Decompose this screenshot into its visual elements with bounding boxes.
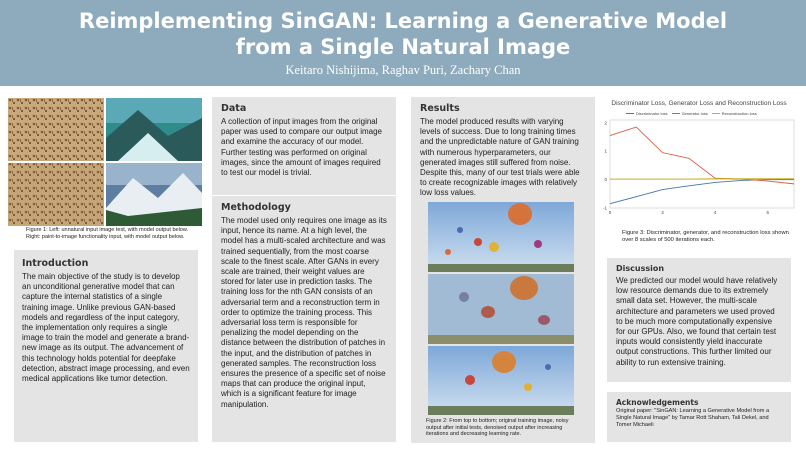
data-text: A collection of input images from the original paper was used to compare our output image and examine the accuracy of our model. Further testing was performed on original images, since the amount of images required to test our model is trivial.	[221, 117, 382, 178]
discussion-panel	[607, 258, 791, 382]
x-tick-label: 0	[608, 210, 612, 215]
y-tick-label: 0	[604, 177, 607, 183]
poster-header	[0, 0, 806, 86]
introduction-panel	[14, 250, 198, 442]
loss-chart	[598, 112, 798, 222]
x-tick-label: 2	[661, 210, 664, 215]
poster-title	[0, 0, 806, 60]
y-tick-label: 1	[604, 148, 607, 154]
discussion-text: We predicted our model would have relatively low resource demands due to its extremely small data set. However, the multi-scale architecture and parameters we used proved to be much more computationally expensive for our GPUs. Also, we found that certain test inputs would consistently yield inaccurate output constructions. This further limited our ability to run extensive training.	[616, 276, 778, 367]
figure1-images	[8, 98, 202, 226]
x-tick-label: 4	[713, 210, 717, 215]
acknowledgements-text: Original paper: "SinGAN: Learning a Generative Model from a Single Natural Image" by Tamar Rott Shaham, Tali Dekel, and Tomer Michaeli	[616, 408, 770, 428]
y-tick-label: 2	[604, 120, 607, 126]
introduction-heading: Introduction	[22, 258, 89, 269]
y-tick-label: -1	[602, 205, 607, 211]
discussion-heading: Discussion	[616, 264, 665, 273]
figure2-image-stack	[428, 202, 574, 415]
results-text: The model produced results with varying levels of success. Due to long training times and the unpredictable nature of GAN training with numerous hyperparameters, our generated images still suffered from noise. Despite this, many of our test trials were able to create recognizable images with relatively low loss values.	[420, 117, 580, 198]
legend-label: Reconstruction loss	[721, 111, 757, 116]
figure2-caption: Figure 2: From top to bottom; original training image, noisy output after initial tests, denoised output after increasing iterations and decreasing learning rate.	[426, 418, 569, 438]
noisy-balloon-image	[428, 274, 574, 344]
legend-label: Generator loss	[681, 111, 708, 116]
title-line-2: from a Single Natural Image	[235, 35, 571, 59]
data-panel	[212, 97, 396, 195]
figure1-caption: Figure 1: Left: unnatural input image test, with model output below. Right: paint-to-image functionality input, with model output below.	[26, 227, 189, 240]
methodology-panel	[212, 196, 396, 442]
data-heading: Data	[221, 103, 247, 114]
methodology-heading: Methodology	[221, 202, 291, 213]
plot-area	[610, 120, 794, 208]
chart-title: Discriminator Loss, Generator Loss and Reconstruction Loss	[611, 100, 787, 107]
acknowledgements-panel	[607, 392, 791, 442]
denoised-balloon-image	[428, 346, 574, 415]
title-line-1: Reimplementing SinGAN: Learning a Generative Model	[78, 9, 728, 33]
original-balloon-image	[428, 202, 574, 272]
figure1-image-grid	[8, 98, 202, 226]
acknowledgements-heading: Acknowledgements	[616, 398, 699, 407]
x-tick-label: 6	[766, 210, 769, 215]
introduction-text: The main objective of the study is to develop an unconditional generative model that can capture the internal statistics of a single training image. Unlike previous GAN-based models and regardless of the input category, the implementation only requires a single image to train the model and generate a brand-new image as its output. The advancement of this technology holds potential for deepfake detection, abstract image processing, and even medical applications like tumor detection.	[22, 272, 190, 384]
figure3-caption: Figure 3: Discriminator, generator, and reconstruction loss shown over 8 scales of 500 iterations each.	[622, 230, 789, 243]
legend-label: Discriminator loss	[636, 111, 668, 116]
methodology-text: The model used only requires one image as its input, hence its name. At a high level, the model has a multi-scaled architecture and was trained sequentially, from the most coarse scale to the finest scale. After GANs in every scale are trained, their weight values are stored for later use in prediction tasks. The training loss for the nth GAN consists of an adversarial term and a reconstruction term in order to optimize the training process. This adversarial loss term is responsible for penalizing the model depending on the distance between the distribution of patches in the input, and the distribution of patches in generated samples. The reconstruction loss ensures the presence of a specific set of noise maps that can produce the original input, which is a significant feature for image manipulation.	[221, 216, 387, 409]
authors: Keitaro Nishijima, Raghav Puri, Zachary Chan	[285, 63, 521, 77]
figure2-images	[428, 202, 574, 415]
results-heading: Results	[420, 103, 460, 114]
